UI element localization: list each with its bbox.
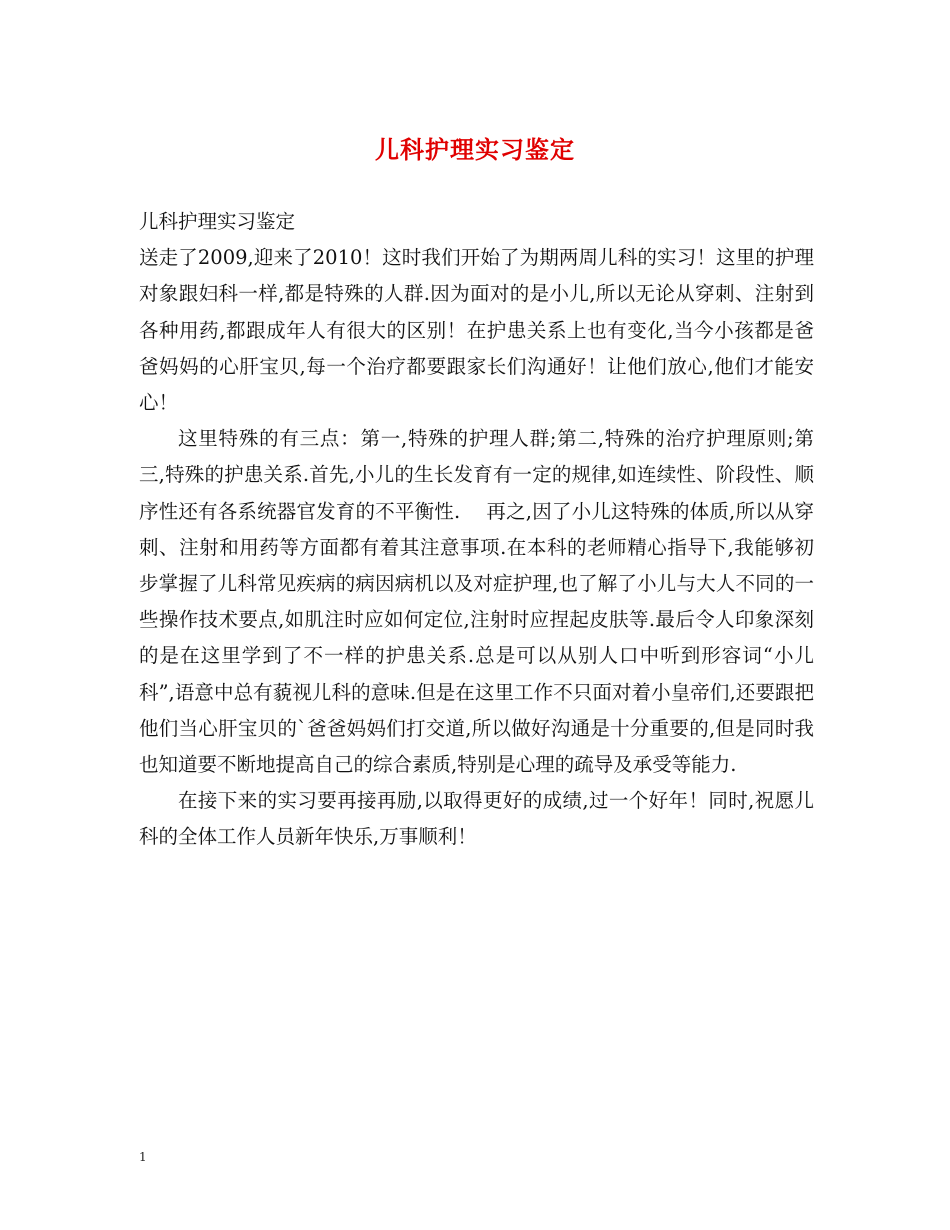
paragraph-1: 送走了2009,迎来了2010！这时我们开始了为期两周儿科的实习！这里的护理对象跟妇科一样,都是特殊的人群.因为面对的是小儿,所以无论从穿刺、注射到各种用药,都跟成年人有很大的区别！在护患关系上也有变化,当今小孩都是爸爸妈妈的心肝宝贝,每一个治疗都要跟家长们沟通好！让他们放心,他们才能安心！ — [139, 246, 814, 415]
paragraph-3: 在接下来的实习要再接再励,以取得更好的成绩,过一个好年！同时,祝愿儿科的全体工作人员新年快乐,万事顺利！ — [139, 789, 814, 849]
document-subtitle: 儿科护理实习鉴定 — [139, 210, 296, 233]
document-body — [139, 204, 814, 856]
paragraph-2: 这里特殊的有三点：第一,特殊的护理人群;第二,特殊的治疗护理原则;第三,特殊的护患关系.首先,小儿的生长发育有一定的规律,如连续性、阶段性、顺序性还有各系统器官发育的不平衡性. 再之,因了小儿这特殊的体质,所以从穿刺、注射和用药等方面都有着其注意事项.在本科的老师精心指导下,我能够初步掌握了儿科常见疾病的病因病机以及对症护理,也了解了小儿与大人不同的一些操作技术要点,如肌注时应如何定位,注射时应捏起皮肤等.最后令人印象深刻的是在这里学到了不一样的护患关系.总是可以从别人口中听到形容词“小儿科”,语意中总有藐视儿科的意味.但是在这里工作不只面对着小皇帝们,还要跟把他们当心肝宝贝的`爸爸妈妈们打交道,所以做好沟通是十分重要的,但是同时我也知道要不断地提高自己的综合素质,特别是心理的疏导及承受等能力. — [139, 427, 814, 777]
document-title: 儿科护理实习鉴定 — [375, 135, 575, 164]
page-number: 1 — [139, 1150, 147, 1164]
